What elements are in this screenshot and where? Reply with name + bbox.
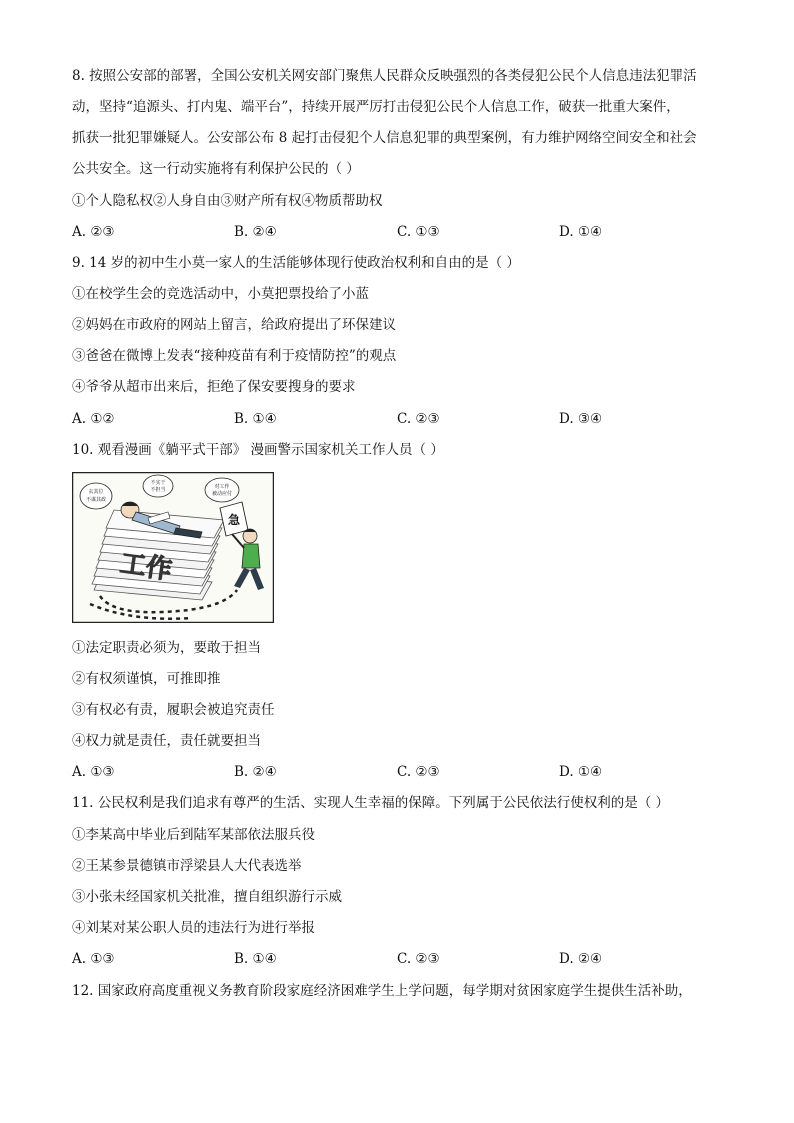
q8-option-a[interactable]: A. ②③ <box>72 224 115 240</box>
q8-option-c[interactable]: C. ①③ <box>397 224 440 240</box>
q10-item-3: ③有权必有责，履职会被追究责任 <box>72 702 275 718</box>
q10-item-1: ①法定职责必须为，要敢于担当 <box>72 640 261 656</box>
q10-stem: 10. 观看漫画《躺平式干部》 漫画警示国家机关工作人员（ ） <box>72 442 444 458</box>
q12-stem: 12. 国家政府高度重视义务教育阶段家庭经济困难学生上学问题，每学期对贫困家庭学生提供生活补助， <box>72 983 692 999</box>
q11-option-b[interactable]: B. ①④ <box>234 951 277 967</box>
q11-item-2: ②王某参景德镇市浮梁县人大代表选举 <box>72 858 302 874</box>
q9-option-c[interactable]: C. ②③ <box>397 411 440 427</box>
lying-flat-cartoon <box>72 472 274 623</box>
speech-bubble-1 <box>80 483 112 509</box>
q8-option-b[interactable]: B. ②④ <box>234 224 277 240</box>
q9-item-3: ③爸爸在微博上发表“接种疫苗有利于疫情防控”的观点 <box>72 348 397 364</box>
q11-item-4: ④刘某对某公职人员的违法行为进行举报 <box>72 920 315 936</box>
svg-text:被动应付: 被动应付 <box>211 491 233 497</box>
q10-option-b[interactable]: B. ②④ <box>234 764 277 780</box>
q10-option-a[interactable]: A. ①③ <box>72 764 115 780</box>
q8-option-d[interactable]: D. ①④ <box>559 224 603 240</box>
q9-item-4: ④爷爷从超市出来后，拒绝了保安要搜身的要求 <box>72 379 356 395</box>
q9-option-b[interactable]: B. ①④ <box>234 411 277 427</box>
q11-item-3: ③小张未经国家机关批准，擅自组织游行示威 <box>72 889 342 905</box>
q9-stem: 9. 14 岁的初中生小莫一家人的生活能够体现行使政治权利和自由的是（ ） <box>72 255 520 271</box>
q9-item-1: ①在校学生会的竞选活动中，小莫把票投给了小蓝 <box>72 286 369 302</box>
svg-text:不实干: 不实干 <box>150 480 166 486</box>
speech-bubble-2 <box>143 475 173 497</box>
q9-option-a[interactable]: A. ①② <box>72 411 115 427</box>
q11-item-1: ①李某高中毕业后到陆军某部依法服兵役 <box>72 827 315 843</box>
q11-option-d[interactable]: D. ②④ <box>559 951 603 967</box>
q9-option-d[interactable]: D. ③④ <box>559 411 603 427</box>
q8-items: ①个人隐私权②人身自由③财产所有权④物质帮助权 <box>72 193 383 209</box>
speech-bubble-3 <box>205 478 239 502</box>
q11-option-a[interactable]: A. ①③ <box>72 951 115 967</box>
svg-text:玄其位: 玄其位 <box>88 489 104 495</box>
q11-stem: 11. 公民权利是我们追求有尊严的生活、实现人生幸福的保障。下列属于公民依法行使权利的是（ ） <box>72 795 670 811</box>
q8-stem-line-1: 8. 按照公安部的部署，全国公安机关网安部门聚焦人民群众反映强烈的各类侵犯公民个人信息违法犯罪活 <box>72 68 697 84</box>
q8-stem-line-3: 抓获一批犯罪嫌疑人。公安部公布 8 起打击侵犯个人信息犯罪的典型案例，有力维护网络空间安全和社会 <box>72 130 697 146</box>
q10-option-c[interactable]: C. ②③ <box>397 764 440 780</box>
q10-item-4: ④权力就是责任，责任就要担当 <box>72 733 261 749</box>
q11-option-c[interactable]: C. ②③ <box>397 951 440 967</box>
q8-stem-line-4: 公共安全。这一行动实施将有利保护公民的（ ） <box>72 161 360 177</box>
q10-item-2: ②有权须谨慎，可推即推 <box>72 671 221 687</box>
q8-stem-line-2: 动，坚持“追源头、打内鬼、端平台”，持续开展严厉打击侵犯公民个人信息工作，破获一批重大案件， <box>72 99 680 115</box>
urgent-mark: 急 <box>227 513 241 527</box>
svg-text:对工作: 对工作 <box>214 484 230 490</box>
svg-text:不担当: 不担当 <box>150 487 166 493</box>
svg-text:不谋其政: 不谋其政 <box>85 497 107 503</box>
paper-title-text: 工作 <box>118 548 174 586</box>
q10-option-d[interactable]: D. ①④ <box>559 764 603 780</box>
q9-item-2: ②妈妈在市政府的网站上留言，给政府提出了环保建议 <box>72 317 396 333</box>
